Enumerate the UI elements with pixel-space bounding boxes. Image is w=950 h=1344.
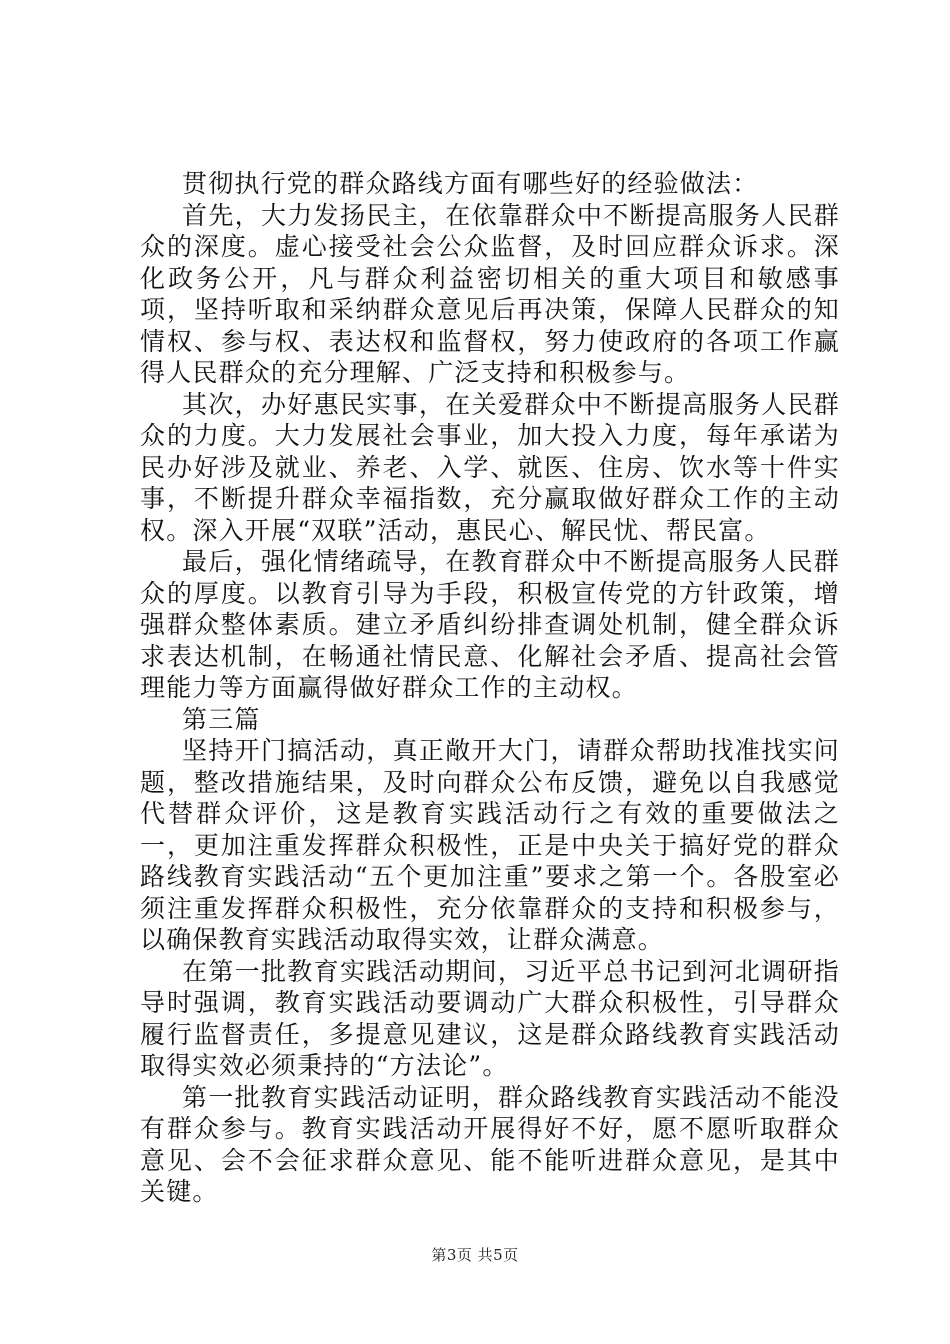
paragraph-first-batch: 在第一批教育实践活动期间，习近平总书记到河北调研指导时强调，教育实践活动要调动广大群众积极性，引导群众履行监督责任，多提意见建议，这是群众路线教育实践活动取得实效必须秉持的“方法论”。 [140, 956, 840, 1080]
paragraph-open-door: 坚持开门搞活动，真正敞开大门，请群众帮助找准找实问题，整改措施结果，及时向群众公布反馈，避免以自我感觉代替群众评价，这是教育实践活动行之有效的重要做法之一，更加注重发挥群众积极性，正是中央关于搞好党的群众路线教育实践活动“五个更加注重”要求之第一个。各股室必须注重发挥群众积极性，充分依靠群众的支持和积极参与，以确保教育实践活动取得实效，让群众满意。 [140, 736, 840, 954]
paragraph-first: 首先，大力发扬民主，在依靠群众中不断提高服务人民群众的深度。虚心接受社会公众监督，及时回应群众诉求。深化政务公开，凡与群众利益密切相关的重大项目和敏感事项，坚持听取和采纳群众意见后再决策，保障人民群众的知情权、参与权、表达权和监督权，努力使政府的各项工作赢得人民群众的充分理解、广泛支持和积极参与。 [140, 200, 840, 387]
document-body [140, 168, 840, 1208]
paragraph-second: 其次，办好惠民实事，在关爱群众中不断提高服务人民群众的力度。大力发展社会事业，加大投入力度，每年承诺为民办好涉及就业、养老、入学、就医、住房、饮水等十件实事，不断提升群众幸福指数，充分赢取做好群众工作的主动权。深入开展“双联”活动，惠民心、解民忧、帮民富。 [140, 389, 840, 545]
paragraph-proof: 第一批教育实践活动证明，群众路线教育实践活动不能没有群众参与。教育实践活动开展得好不好，愿不愿听取群众意见、会不会征求群众意见、能不能听进群众意见，是其中关键。 [140, 1082, 840, 1206]
page-number: 第3页 共5页 [431, 1246, 519, 1264]
section-heading-question: 贯彻执行党的群众路线方面有哪些好的经验做法： [182, 169, 759, 198]
chapter-heading: 第三篇 [182, 704, 261, 734]
paragraph-last: 最后，强化情绪疏导，在教育群众中不断提高服务人民群众的厚度。以教育引导为手段，积极宣传党的方针政策，增强群众整体素质。建立矛盾纠纷排查调处机制，健全群众诉求表达机制，在畅通社情民意、化解社会矛盾、提高社会管理能力等方面赢得做好群众工作的主动权。 [140, 547, 840, 702]
